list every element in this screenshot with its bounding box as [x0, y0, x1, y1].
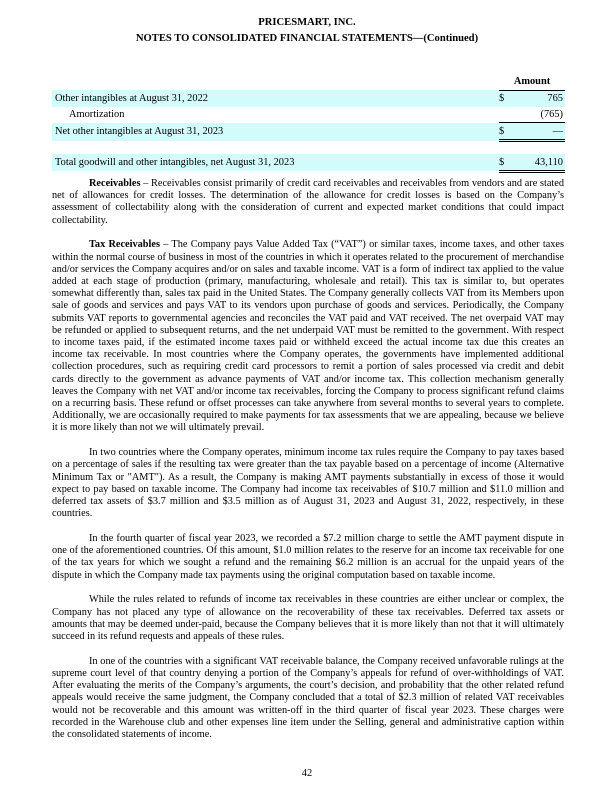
- paragraph-heading: Tax Receivables: [89, 239, 160, 251]
- paragraph-amt: In two countries where the Company operates, minimum income tax rules require the Company to pay taxes based on a percentage of sales if the resulting tax were greater than the tax payable based on a percentage of income (Alternative Minimum Tax or "AMT"). As a result, the Company is making AMT payments substantially in excess of those it would expect to pay based on taxable income. The Company had income tax receivables of $10.7 million and $11.0 million and deferred tax assets of $3.7 million and $3.5 million as of August 31, 2023 and August 31, 2022, respectively, in these countries.: [52, 447, 564, 520]
- row-label: Other intangibles at August 31, 2022: [52, 90, 499, 106]
- column-header-amount: Amount: [499, 74, 565, 90]
- page-number: 42: [301, 768, 313, 779]
- paragraph-vat-ruling: In one of the countries with a significant VAT receivable balance, the Company received unfavorable rulings at the supreme court level of that country denying a portion of the Company’s appeals for refund of over-withholdings of VAT. After evaluating the merits of the Company’s arguments, the court’s decision, and probability that the other related refund appeals would receive the same judgment, the Company concluded that a total of $2.3 million of related VAT receivables would not be recoverable and this amount was written-off in the third quarter of fiscal year 2023. These charges were recorded in the Warehouse club and other expenses line item under the Selling, general and administrative caption within the consolidated statements of income.: [52, 655, 564, 741]
- row-label: Total goodwill and other intangibles, net August 31, 2023: [52, 154, 499, 171]
- row-amount: 43,110: [511, 154, 565, 171]
- company-name: PRICESMART, INC.: [258, 17, 356, 28]
- page-subtitle: NOTES TO CONSOLIDATED FINANCIAL STATEMENTS—(Continued): [135, 33, 479, 44]
- paragraph-text: – The Company pays Value Added Tax (“VAT”) or similar taxes, income taxes, and other taxes within the normal course of business in most of the countries in which it operates related to the procurement of merchandise and/or services the Company acquires and/or on sales and taxable income. VAT is a form of indirect tax applied to the value added at each stage of production (primary, manufacturing, wholesale and retail). This tax is similar to, but operates somewhat differently than, sales tax paid in the United States. The Company generally collects VAT from its Members upon sale of goods and services and pays VAT to its vendors upon purchase of goods and services. Periodically, the Company submits VAT reports to governmental agencies and reconciles the VAT paid and VAT received. The net overpaid VAT may be refunded or applied to subsequent returns, and the net underpaid VAT must be remitted to the government. With respect to income taxes paid, if the estimated income taxes paid or withheld exceed the actual income tax due this creates an income tax receivable. In most countries where the Company operates, the governments have implemented additional collection procedures, such as requiring credit card processors to remit a portion of sales processed via credit and debit cards directly to the government as advance payments of VAT and/or income tax. This collection mechanism generally leaves the Company with net VAT and/or income tax receivables, forcing the Company to process significant refund claims on a recurring basis. These refund or offset processes can take anywhere from several months to several years to complete. Additionally, we are occasionally required to make payments for tax assessments that we are appealing, because we believe it is more likely than not we will ultimately prevail.: [52, 239, 565, 434]
- table-row: [52, 107, 565, 123]
- row-currency: $: [499, 154, 511, 171]
- paragraph-receivables: [52, 178, 564, 227]
- row-currency: $: [499, 90, 511, 106]
- row-label: Amortization: [69, 109, 125, 121]
- row-currency: [499, 107, 511, 123]
- intangibles-table: [52, 74, 565, 173]
- row-label: Net other intangibles at August 31, 2023: [52, 123, 499, 141]
- table-row: [52, 90, 565, 106]
- paragraph-tax-receivables: [52, 239, 564, 434]
- row-currency: $: [499, 123, 511, 141]
- body-text: [52, 178, 564, 754]
- table-row-total: [52, 154, 565, 171]
- table-header-row: [52, 74, 565, 90]
- row-amount: —: [511, 123, 565, 141]
- paragraph-text: – Receivables consist primarily of credit card receivables and receivables from vendors and are stated net of allowances for credit losses. The determination of the allowance for credit losses is based on the Company’s assessment of collectability along with the consideration of current and expected market conditions that could impact collectability.: [52, 178, 564, 226]
- row-amount: (765): [511, 107, 565, 123]
- paragraph-refund-rules: While the rules related to refunds of income tax receivables in these countries are either unclear or complex, the Company has not placed any type of allowance on the recoverability of these tax receivables. Deferred tax assets or amounts that may be deemed under-paid, because the Company believes that it is more likely than not that it will ultimately succeed in its refund requests and appeals of these rules.: [52, 594, 564, 643]
- row-amount: 765: [511, 90, 565, 106]
- table-row: [52, 123, 565, 141]
- paragraph-heading: Receivables: [89, 178, 141, 189]
- paragraph-fourth-quarter: In the fourth quarter of fiscal year 2023, we recorded a $7.2 million charge to settle the AMT payment dispute in one of the aforementioned countries. Of this amount, $1.0 million relates to the reserve for an income tax receivable for one of the tax years for which we sought a refund and the remaining $6.2 million is an accrual for the unpaid years of the dispute in which the Company made tax payments using the original computation based on taxable income.: [52, 533, 564, 581]
